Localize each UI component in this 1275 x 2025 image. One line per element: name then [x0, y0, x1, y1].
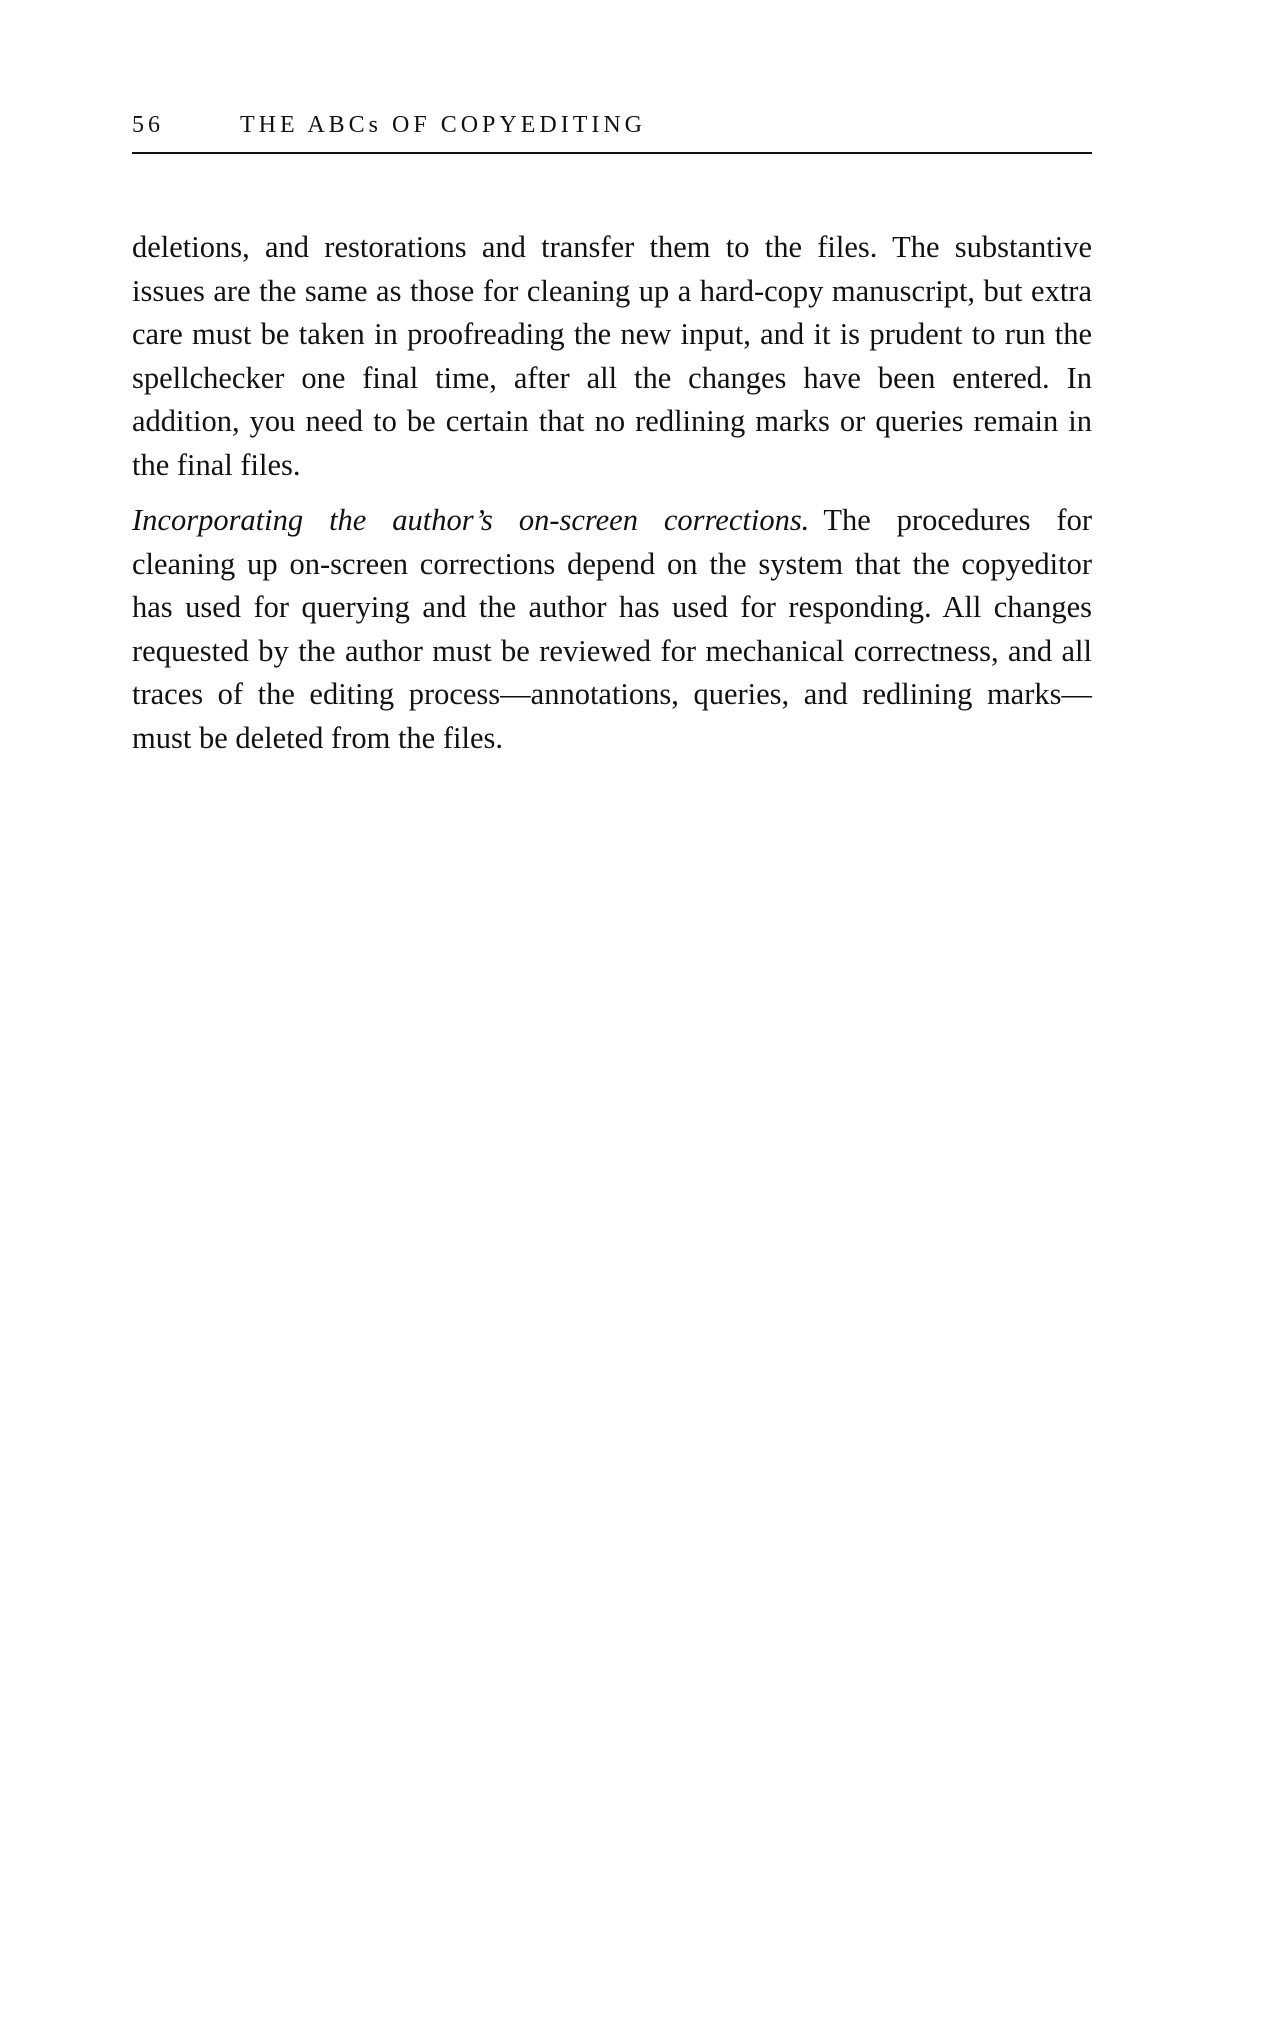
- page-number: 56: [132, 112, 164, 138]
- running-head: [132, 112, 1092, 154]
- body-text: [132, 226, 1092, 760]
- run-in-heading: Incorporating the author’s on-screen corrections.: [132, 503, 810, 537]
- paragraph-continued: deletions, and restorations and transfer them to the files. The substantive issues are the same as those for cleaning up a hard-copy manuscript, but extra care must be taken in proofreading the new input, and it is prudent to run the spellchecker one final time, after all the changes have been entered. In addition, you need to be certain that no redlining marks or queries remain in the final files.: [132, 230, 1092, 482]
- book-title: THE ABCs OF COPYEDITING: [240, 112, 647, 138]
- paragraph-incorporating-corrections: [132, 499, 1092, 760]
- paragraph-text: The procedures for cleaning up on-screen corrections depend on the system that the copyeditor has used for querying and the author has used for responding. All changes requested by the author must be reviewed for mechanical correctness, and all traces of the editing process—annotations, queries, and redlining marks—must be deleted from the files.: [132, 503, 1092, 755]
